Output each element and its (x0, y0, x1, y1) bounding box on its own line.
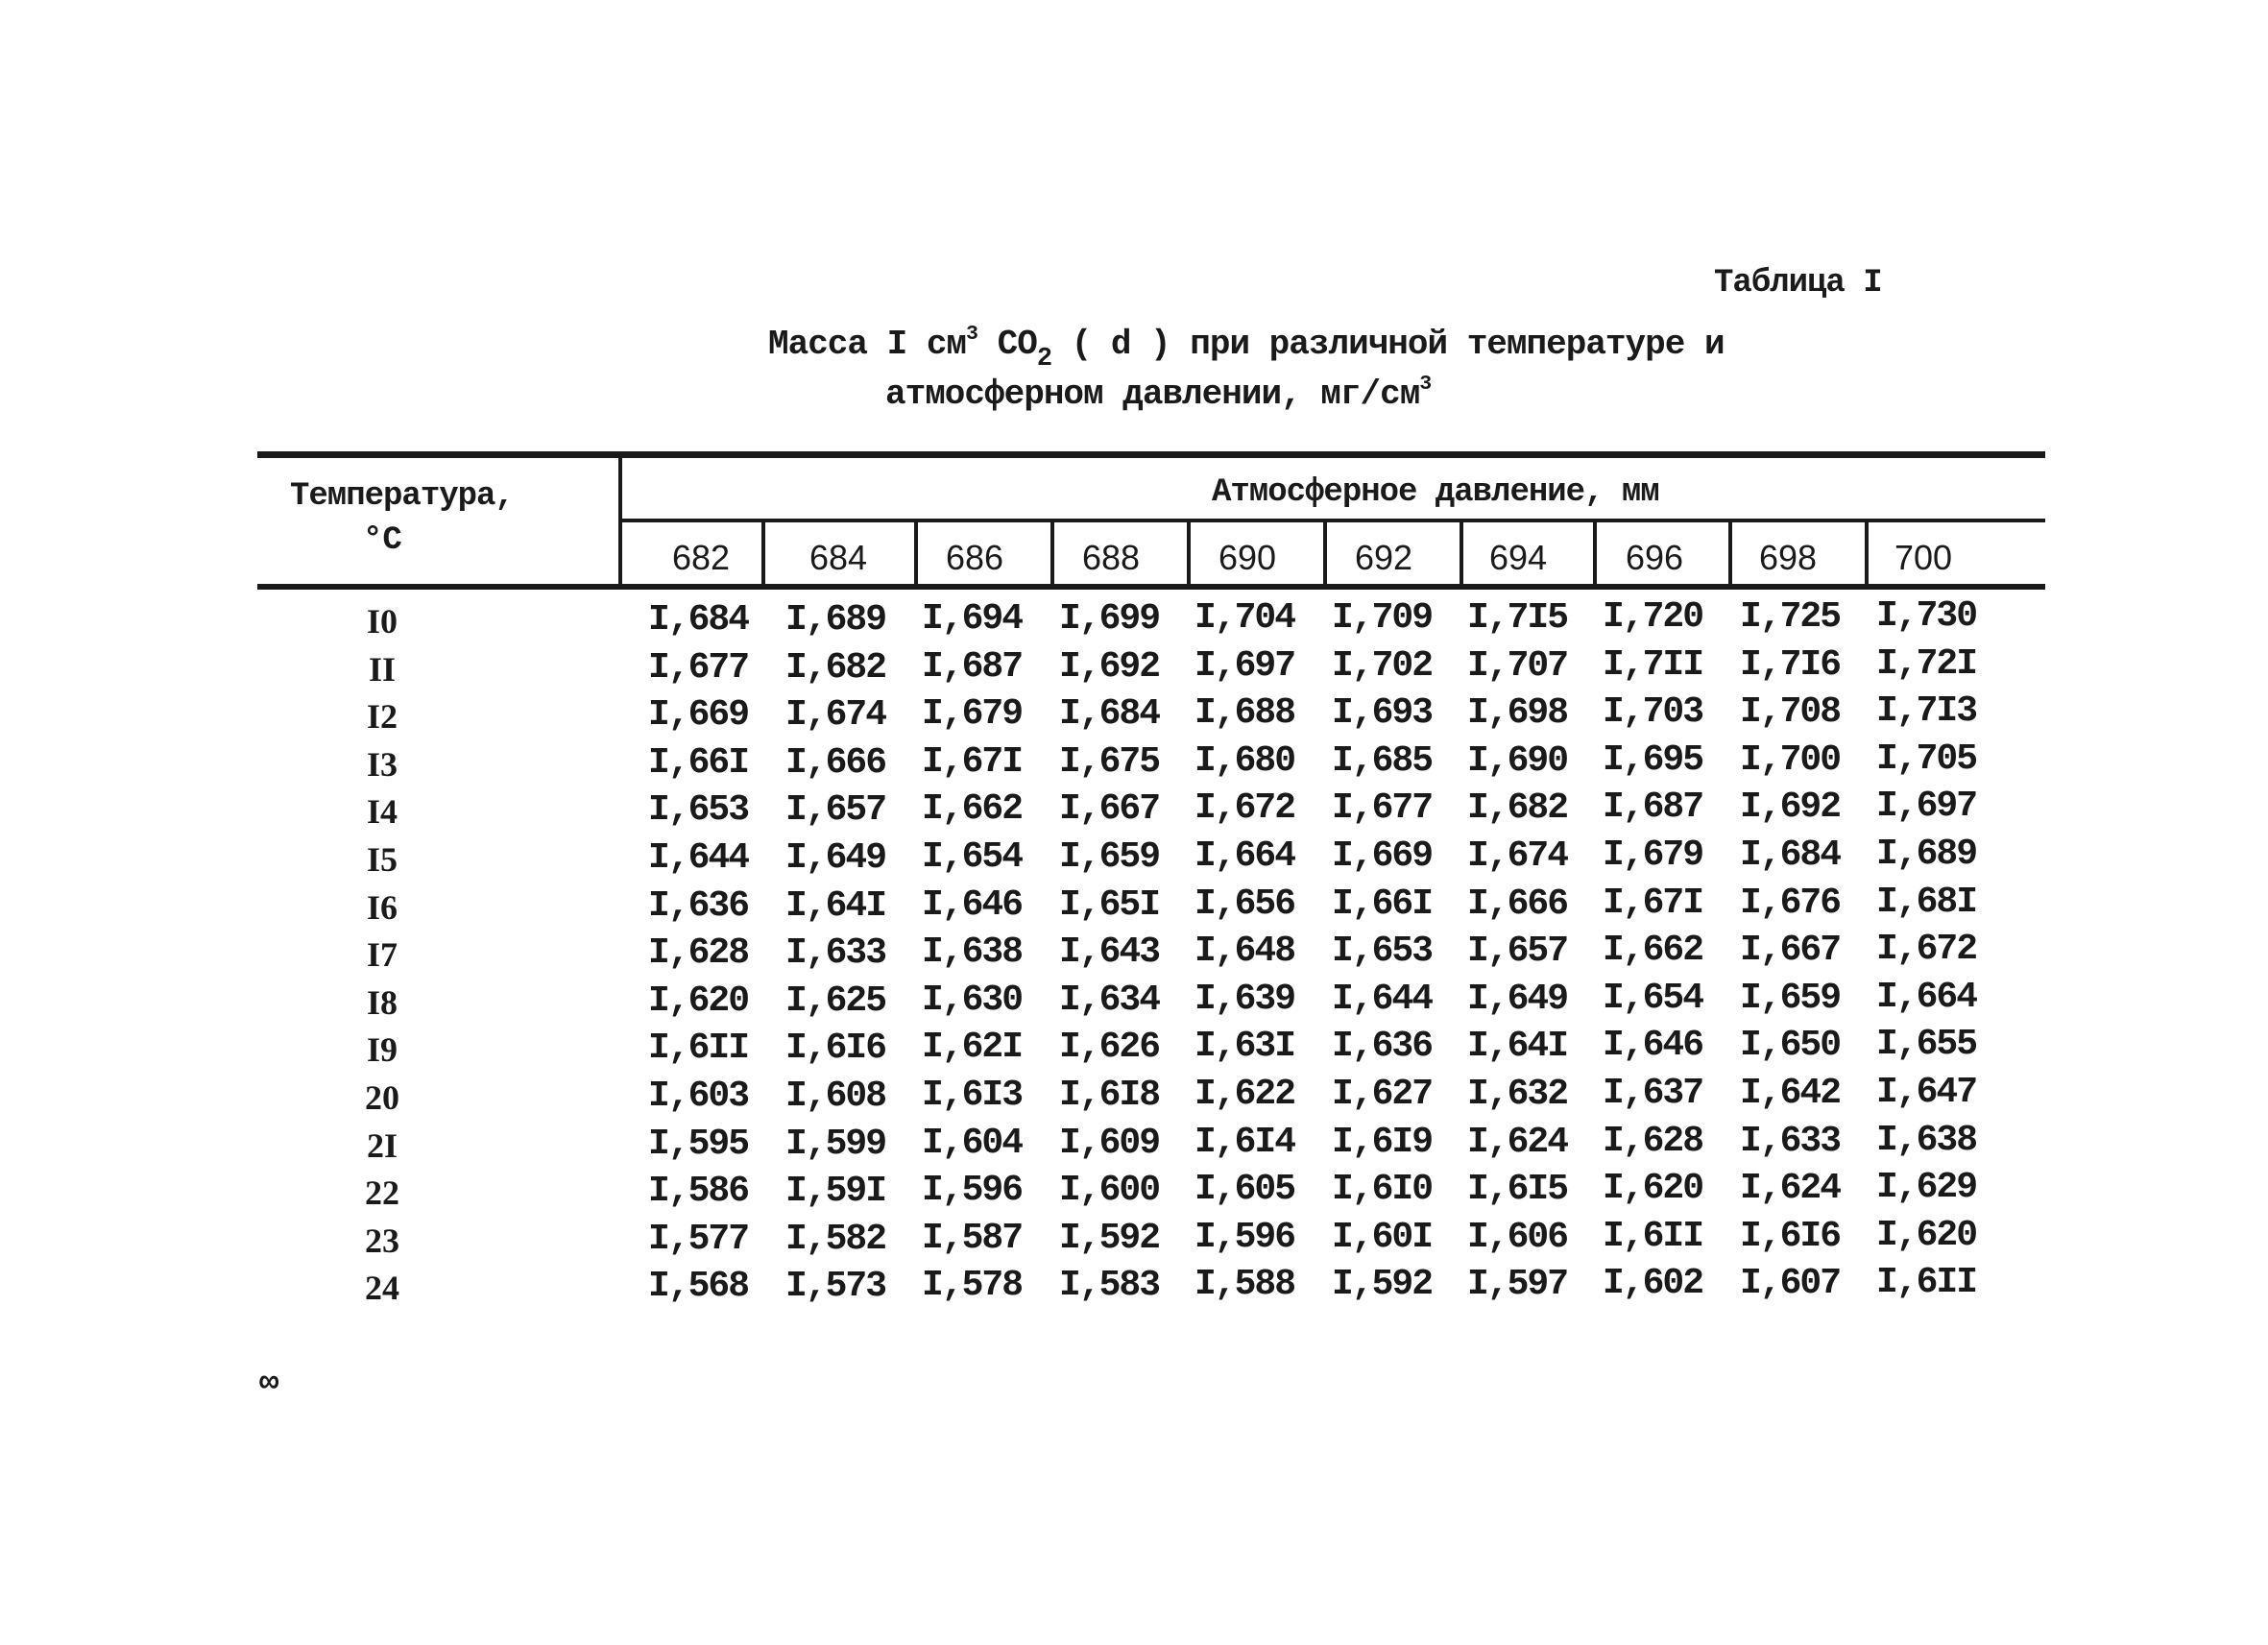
table-cell: I,67I (1603, 883, 1703, 924)
table-cell: I,582 (785, 1219, 886, 1260)
row-temperature: I5 (366, 840, 398, 879)
table-cell: I,653 (1332, 931, 1433, 972)
table-cell: I,637 (1603, 1073, 1703, 1114)
pressure-header-cell: 700 (1894, 538, 1953, 577)
row-temperature: 2I (366, 1126, 398, 1165)
table-cell: I,602 (1603, 1263, 1703, 1304)
table-cell: I,693 (1332, 692, 1433, 734)
row-temperature: I7 (366, 935, 398, 974)
table-cell: I,702 (1332, 645, 1433, 687)
table-cell: I,659 (1059, 836, 1160, 878)
row-temperature: I8 (366, 983, 398, 1022)
table-cell: I,676 (1740, 883, 1841, 924)
table-cell: I,636 (648, 885, 749, 927)
table-cell: I,608 (785, 1076, 886, 1117)
row-temperature: I0 (366, 602, 398, 641)
table-cell: I,695 (1603, 739, 1703, 781)
table-cell: I,7I6 (1740, 644, 1841, 686)
table-cell: I,583 (1059, 1265, 1160, 1306)
pressure-column-divider (1865, 522, 1869, 584)
table-cell: I,647 (1876, 1072, 1977, 1113)
table-cell: I,669 (1332, 835, 1433, 877)
table-cell: I,648 (1194, 931, 1295, 972)
table-cell: I,633 (1740, 1121, 1841, 1162)
table-cell: I,657 (1467, 931, 1568, 972)
row-temperature: I3 (366, 745, 398, 784)
pressure-column-divider (761, 522, 765, 584)
table-cell: I,679 (922, 693, 1023, 735)
temperature-header: Температура, (290, 478, 514, 515)
row-temperature: I2 (366, 697, 398, 736)
table-cell: I,603 (648, 1076, 749, 1117)
pressure-column-divider (1460, 522, 1463, 584)
table-cell: I,643 (1059, 931, 1160, 973)
table-cell: I,689 (785, 599, 886, 641)
table-cell: I,664 (1876, 977, 1977, 1018)
table-cell: I,627 (1332, 1074, 1433, 1115)
title-text-1: Масса I см (768, 325, 967, 364)
table-cell: I,597 (1467, 1264, 1568, 1305)
table-cell: I,626 (1059, 1027, 1160, 1068)
table-cell: I,674 (785, 694, 886, 736)
table-cell: I,629 (1876, 1167, 1977, 1208)
title-sub: 2 (1036, 345, 1052, 375)
table-cell: I,6II (1603, 1216, 1703, 1257)
table-cell: I,680 (1194, 740, 1295, 782)
table-cell: I,677 (1332, 787, 1433, 829)
table-cell: I,60I (1332, 1217, 1433, 1258)
table-cell: I,697 (1194, 645, 1295, 687)
table-header-rule (622, 519, 2045, 522)
table-cell: I,595 (648, 1124, 749, 1165)
pressure-header-cell: 682 (671, 538, 731, 577)
pressure-header-cell: 694 (1488, 538, 1548, 577)
table-cell: I,592 (1059, 1218, 1160, 1259)
table-cell: I,66I (1332, 883, 1433, 925)
table-cell: I,625 (785, 980, 886, 1022)
table-cell: I,692 (1740, 786, 1841, 828)
table-cell: I,65I (1059, 884, 1160, 926)
table-cell: I,662 (1603, 930, 1703, 971)
table-cell: I,633 (785, 932, 886, 974)
table-cell: I,679 (1603, 835, 1703, 876)
table-cell: I,708 (1740, 691, 1841, 733)
table-cell: I,692 (1059, 646, 1160, 688)
table-cell: I,697 (1876, 786, 1977, 827)
title-text-4: атмосферном давлении, мг/см (885, 375, 1420, 414)
table-cell: I,655 (1876, 1024, 1977, 1065)
pressure-group-header: Атмосферное давление, мм (1212, 474, 1659, 511)
table-cell: I,672 (1194, 787, 1295, 829)
row-temperature: I6 (366, 888, 398, 927)
table-cell: I,72I (1876, 643, 1977, 685)
row-temperature: I9 (366, 1030, 398, 1069)
table-title-line-2 (885, 372, 1432, 414)
pressure-column-divider (1187, 522, 1191, 584)
table-cell: I,730 (1876, 595, 1977, 637)
table-cell: I,709 (1332, 597, 1433, 639)
table-cell: I,684 (1740, 835, 1841, 876)
table-cell: I,689 (1876, 834, 1977, 875)
table-cell: I,703 (1603, 691, 1703, 733)
row-temperature: I4 (366, 792, 398, 831)
table-cell: I,6I6 (785, 1028, 886, 1069)
temperature-unit: °С (363, 522, 402, 559)
table-cell: I,682 (1467, 787, 1568, 829)
table-cell: I,63I (1194, 1026, 1295, 1067)
pressure-header-cell: 698 (1758, 538, 1818, 577)
table-cell: I,6II (648, 1028, 749, 1069)
table-cell: I,568 (648, 1266, 749, 1307)
table-cell: I,675 (1059, 741, 1160, 783)
table-cell: I,688 (1194, 692, 1295, 734)
table-cell: I,705 (1876, 738, 1977, 780)
table-cell: I,725 (1740, 596, 1841, 638)
table-cell: I,687 (1603, 786, 1703, 828)
table-cell: I,684 (1059, 693, 1160, 735)
table-cell: I,6I6 (1740, 1216, 1841, 1257)
table-header-bottom-rule (257, 584, 2045, 590)
table-top-rule (257, 451, 2045, 458)
table-cell: I,720 (1603, 596, 1703, 638)
table-cell: I,687 (922, 646, 1023, 688)
table-cell: I,64I (1467, 1026, 1568, 1067)
table-cell: I,586 (648, 1171, 749, 1212)
table-cell: I,6I4 (1194, 1122, 1295, 1163)
table-cell: I,628 (1603, 1121, 1703, 1162)
table-cell: I,620 (1603, 1168, 1703, 1209)
row-temperature: 22 (365, 1173, 399, 1212)
row-temperature: 24 (365, 1269, 399, 1307)
table-cell: I,669 (648, 694, 749, 736)
table-cell: I,628 (648, 932, 749, 974)
table-cell: I,682 (785, 647, 886, 689)
table-cell: I,596 (922, 1170, 1023, 1211)
table-cell: I,587 (922, 1218, 1023, 1259)
table-cell: I,672 (1876, 929, 1977, 970)
table-cell: I,634 (1059, 980, 1160, 1021)
table-cell: I,666 (785, 742, 886, 784)
row-temperature: II (368, 650, 397, 689)
table-cell: I,624 (1740, 1168, 1841, 1209)
table-cell: I,6I9 (1332, 1122, 1433, 1163)
table-cell: I,624 (1467, 1122, 1568, 1163)
table-cell: I,605 (1194, 1169, 1295, 1210)
table-cell: I,59I (785, 1171, 886, 1212)
table-cell: I,62I (922, 1027, 1023, 1068)
table-cell: I,694 (922, 598, 1023, 640)
table-cell: I,6II (1876, 1262, 1977, 1303)
table-cell: I,667 (1059, 788, 1160, 830)
table-cell: I,654 (922, 836, 1023, 878)
table-cell: I,607 (1740, 1263, 1841, 1304)
table-cell: I,638 (1876, 1120, 1977, 1161)
table-cell: I,699 (1059, 598, 1160, 640)
table-cell: I,609 (1059, 1123, 1160, 1164)
title-sup-2: 3 (1419, 372, 1432, 396)
table-cell: I,649 (785, 837, 886, 879)
table-cell: I,600 (1059, 1170, 1160, 1211)
table-cell: I,704 (1194, 597, 1295, 639)
pressure-column-divider (1593, 522, 1597, 584)
row-temperature: 20 (365, 1078, 399, 1117)
table-cell: I,646 (1603, 1025, 1703, 1066)
table-cell: I,659 (1740, 978, 1841, 1019)
table-cell: I,604 (922, 1123, 1023, 1164)
table-cell: I,674 (1467, 835, 1568, 877)
pressure-header-cell: 696 (1625, 538, 1684, 577)
table-cell: I,657 (785, 789, 886, 831)
table-cell: I,698 (1467, 692, 1568, 734)
table-cell: I,636 (1332, 1026, 1433, 1067)
table-cell: I,7I3 (1876, 690, 1977, 732)
page-mark: ∞ (259, 1366, 279, 1402)
table-cell: I,638 (922, 931, 1023, 973)
row-temperature: 23 (365, 1222, 399, 1260)
table-cell: I,622 (1194, 1074, 1295, 1115)
pressure-header-cell: 690 (1218, 538, 1277, 577)
table-cell: I,666 (1467, 883, 1568, 925)
table-cell: I,642 (1740, 1073, 1841, 1114)
table-cell: I,677 (648, 647, 749, 689)
table-cell: I,599 (785, 1124, 886, 1165)
table-cell: I,573 (785, 1266, 886, 1307)
table-cell: I,656 (1194, 883, 1295, 925)
table-cell: I,632 (1467, 1074, 1568, 1115)
table-cell: I,577 (648, 1219, 749, 1260)
table-cell: I,639 (1194, 979, 1295, 1020)
table-title-line-1 (768, 322, 1725, 375)
table-cell: I,650 (1740, 1025, 1841, 1066)
table-cell: I,649 (1467, 979, 1568, 1020)
pressure-column-divider (1323, 522, 1327, 584)
table-cell: I,6I3 (922, 1075, 1023, 1116)
table-cell: I,685 (1332, 740, 1433, 782)
table-cell: I,690 (1467, 740, 1568, 782)
table-cell: I,6I5 (1467, 1169, 1568, 1210)
table-cell: I,592 (1332, 1264, 1433, 1305)
title-text-3: ( d ) при различной температуре и (1051, 325, 1725, 364)
title-sup-1: 3 (966, 322, 978, 346)
pressure-column-divider (1050, 522, 1054, 584)
table-cell: I,6I0 (1332, 1169, 1433, 1210)
table-cell: I,596 (1194, 1217, 1295, 1258)
table-cell: I,7II (1603, 644, 1703, 686)
table-cell: I,644 (648, 837, 749, 879)
table-cell: I,664 (1194, 835, 1295, 877)
table-cell: I,7I5 (1467, 597, 1568, 639)
table-cell: I,67I (922, 741, 1023, 783)
title-text-2: СО (977, 325, 1037, 364)
table-cell: I,588 (1194, 1264, 1295, 1305)
table-cell: I,620 (1876, 1215, 1977, 1256)
pressure-column-divider (914, 522, 918, 584)
stub-column-divider (618, 457, 622, 588)
table-cell: I,630 (922, 980, 1023, 1021)
table-cell: I,6I8 (1059, 1075, 1160, 1116)
table-cell: I,66I (648, 742, 749, 784)
table-cell: I,654 (1603, 978, 1703, 1019)
table-cell: I,64I (785, 885, 886, 927)
table-cell: I,653 (648, 789, 749, 831)
table-cell: I,662 (922, 788, 1023, 830)
pressure-header-cell: 692 (1354, 538, 1413, 577)
table-cell: I,700 (1740, 739, 1841, 781)
pressure-header-cell: 686 (945, 538, 1004, 577)
pressure-header-cell: 684 (808, 538, 868, 577)
table-cell: I,644 (1332, 979, 1433, 1020)
table-cell: I,578 (922, 1265, 1023, 1306)
table-cell: I,684 (648, 599, 749, 641)
pressure-header-cell: 688 (1081, 538, 1141, 577)
table-cell: I,707 (1467, 645, 1568, 687)
table-cell: I,620 (648, 980, 749, 1022)
table-cell: I,606 (1467, 1217, 1568, 1258)
pressure-column-divider (1728, 522, 1732, 584)
table-cell: I,68I (1876, 882, 1977, 923)
table-label: Таблица I (1714, 265, 1882, 302)
table-cell: I,667 (1740, 930, 1841, 971)
table-cell: I,646 (922, 884, 1023, 926)
